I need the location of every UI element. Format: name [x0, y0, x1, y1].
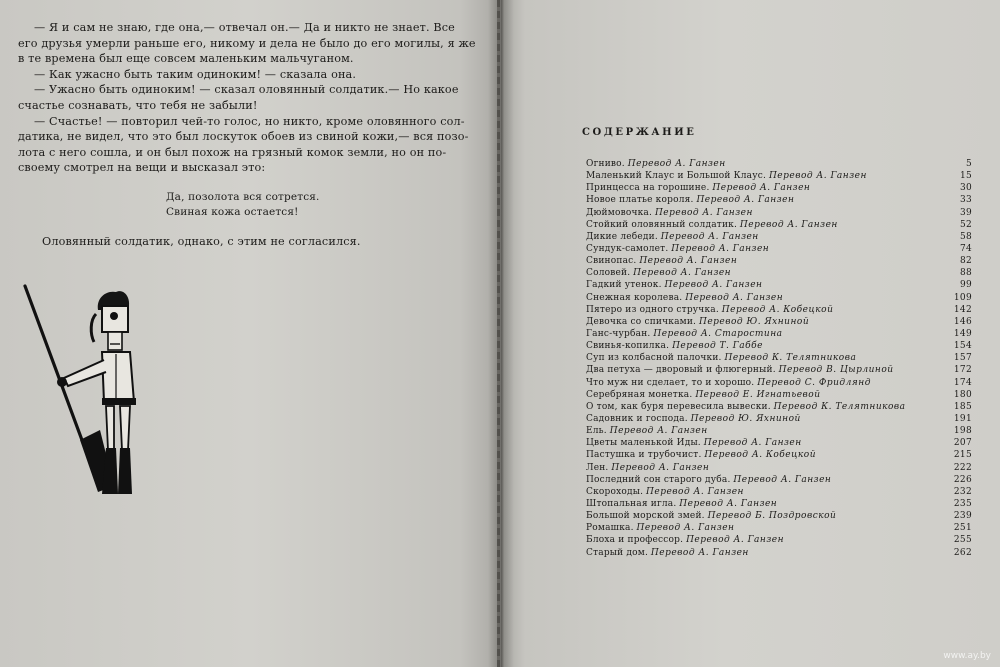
paragraph-3 [18, 82, 458, 113]
toc-entry-translator: Перевод А. Ганзен [739, 219, 838, 230]
toc-entry-translator: Перевод А. Ганзен [686, 535, 784, 546]
toc-entry-title: Огниво. [586, 159, 625, 169]
toc-entry [586, 425, 972, 437]
toc-entry-page: 74 [959, 243, 972, 254]
text-line: — Я и сам не знаю, где она,— отвечал он.— Да и никто не знает. Все [34, 21, 455, 34]
toc-entry-title: Пятеро из одного стручка. [586, 304, 719, 315]
toc-entry [586, 377, 972, 389]
toc-entry-title: Что муж ни сделает, то и хорошо. [586, 377, 755, 388]
toc-entry-page: 30 [959, 183, 972, 194]
toc-entry-translator: Перевод А. Ганзен [633, 268, 732, 279]
toc-entry [586, 486, 972, 498]
toc-entry-title: Снежная королева. [586, 292, 683, 303]
toc-entry-page: 146 [953, 316, 972, 327]
toc-entry-translator: Перевод А. Ганзен [671, 243, 770, 254]
text-line: своему смотрел на вещи и высказал это: [18, 161, 266, 175]
toc-entry-translator: Перевод Б. Поздровской [707, 511, 837, 522]
toc-entry-translator: Перевод А. Ганзен [650, 547, 749, 558]
toc-entry-title: Скороходы. [586, 486, 644, 497]
text-line: лота с него сошла, и он был похож на грязный комок земли, но он по- [18, 145, 447, 159]
toc-entry-page: 88 [959, 268, 972, 279]
toc-entry-page: 52 [959, 219, 972, 230]
toc-entry-title: О том, как буря перевесила вывески. [586, 401, 771, 412]
toc-entry-page: 142 [953, 304, 972, 315]
toc-entry [586, 267, 972, 279]
toc-entry-page: 207 [953, 438, 972, 449]
toc-entry-page: 215 [953, 450, 972, 461]
toc-entry [586, 498, 972, 510]
toc-entry-page: 185 [953, 401, 972, 412]
toc-entry-title: Ель. [586, 426, 607, 437]
toc-entry [586, 243, 972, 255]
toc-entry [586, 389, 972, 401]
toc-entry-translator: Перевод А. Кобецкой [721, 304, 834, 315]
toc-entry-title: Девочка со спичками. [586, 316, 697, 327]
toc-entry-page: 239 [953, 511, 972, 522]
toc-entry-page: 226 [953, 474, 972, 485]
toc-entry-title: Садовник и господа. [586, 413, 688, 424]
paragraph-2 [18, 67, 458, 83]
toc-entry-translator: Перевод А. Ганзен [679, 498, 778, 509]
toc-entry [586, 231, 972, 243]
toc-entry [586, 364, 972, 376]
toc-entry-translator: Перевод Ю. Яхниной [690, 413, 801, 424]
toc-entry-page: 149 [953, 328, 972, 339]
verse-line: Да, позолота вся сотрется. [166, 190, 320, 203]
toc-entry [586, 474, 972, 486]
toc-entry-title: Сундук-самолет. [586, 243, 669, 254]
toc-entry-title: Пастушка и трубочист. [586, 450, 702, 461]
toc-entry-page: 82 [959, 256, 972, 267]
toc-entry-page: 180 [953, 389, 972, 400]
toc-entry-page: 198 [953, 426, 972, 437]
toc-entry-page: 39 [959, 207, 972, 218]
toc-entry-translator: Перевод А. Ганзен [664, 280, 763, 291]
closing-line: Оловянный солдатик, однако, с этим не согласился. [42, 234, 361, 248]
toc-entry-page: 262 [953, 547, 972, 558]
toc-entry-title: Гадкий утенок. [586, 280, 662, 291]
toc-entry-title: Старый дом. [586, 547, 649, 558]
toc-entry [586, 316, 972, 328]
toc-entry-page: 222 [953, 462, 972, 473]
text-line: датика, не видел, что это был лоскуток обоев из свиной кожи,— вся позо- [18, 130, 469, 144]
toc-entry-page: 33 [959, 195, 972, 206]
toc-entry-title: Ганс-чурбан. [586, 328, 651, 339]
text-line: в те времена был еще совсем маленьким мальчуганом. [18, 52, 354, 66]
text-line: — Как ужасно быть таким одиноким! — сказала она. [34, 67, 357, 81]
toc-entry-page: 154 [953, 341, 972, 352]
toc-entry-page: 109 [953, 292, 972, 303]
toc-entry-title: Маленький Клаус и Большой Клаус. [586, 171, 767, 182]
toc-entry-title: Блоха и профессор. [586, 535, 684, 546]
toc-entry-page: 174 [953, 377, 972, 388]
toc-entry-translator: Перевод С. Фридлянд [757, 377, 871, 388]
toc-entry-page: 99 [959, 280, 972, 291]
toc-entry-page: 191 [953, 413, 972, 424]
paragraph-4 [18, 114, 469, 176]
toc-entry-translator: Перевод А. Ганзен [646, 486, 744, 497]
toc-entry [586, 194, 972, 206]
toc-entry-translator: Перевод А. Ганзен [611, 462, 710, 473]
toc-entry-title: Последний сон старого дуба. [586, 474, 731, 485]
toc-entry-page: 172 [953, 365, 972, 376]
toc-entry [586, 170, 972, 182]
toc-entry-title: Лен. [586, 462, 609, 473]
verse-line: Свиная кожа остается! [166, 205, 299, 218]
toc-entry-translator: Перевод А. Ганзен [712, 183, 811, 194]
watermark [932, 648, 992, 661]
toc-entry-title: Новое платье короля. [586, 195, 694, 206]
toc-entry-translator: Перевод А. Старостина [653, 328, 783, 339]
toc-entry [586, 449, 972, 461]
toc-title: СОДЕРЖАНИЕ [582, 127, 697, 138]
toc-entry-title: Штопальная игла. [586, 498, 677, 509]
toc-entry [586, 522, 972, 534]
text-line: счастье сознавать, что тебя не забыли! [18, 98, 258, 112]
spine-tear [497, 0, 500, 667]
watermark-text: www.ay.by [943, 651, 991, 661]
toc-entry-translator: Перевод А. Ганзен [768, 171, 867, 182]
toc-entry-translator: Перевод А. Ганзен [696, 195, 795, 206]
toc-entry [586, 352, 972, 364]
toc-entry [586, 219, 972, 231]
text-line: его друзья умерли раньше его, никому и дела не было до его могилы, я же [18, 36, 476, 50]
toc-entry-title: Дикие лебеди. [586, 231, 658, 242]
toc-entry [586, 547, 972, 559]
toc-entry-title: Свинья-копилка. [586, 341, 670, 352]
toc-entry-translator: Перевод А. Ганзен [609, 426, 708, 437]
book-gutter [488, 0, 514, 667]
text-line: — Счастье! — повторил чей-то голос, но никто, кроме оловянного сол- [34, 114, 465, 128]
text-line: — Ужасно быть одиноким! — сказал оловянный солдатик.— Но какое [34, 83, 459, 97]
toc-entry-page: 15 [959, 171, 972, 182]
toc-entry-title: Дюймовочка. [586, 207, 653, 218]
toc-entry-translator: Перевод К. Телятникова [724, 353, 857, 364]
toc-entry [586, 328, 972, 340]
toc-entry-page: 232 [953, 486, 972, 497]
toc-entry-title: Ромашка. [586, 523, 634, 534]
toc-entry [586, 279, 972, 291]
toc-entry-translator: Перевод А. Ганзен [703, 438, 802, 449]
toc-entry [586, 340, 972, 352]
toc-entry-page: 5 [965, 159, 972, 169]
paragraph-1 [18, 20, 476, 67]
toc-entry [586, 158, 972, 170]
toc-entry-page: 251 [953, 523, 972, 534]
toc-entry-page: 255 [953, 535, 972, 546]
toc-entry-translator: Перевод А. Ганзен [627, 159, 726, 169]
toc-entry-translator: Перевод А. Ганзен [654, 207, 753, 218]
toc-entry-title: Свинопас. [586, 256, 637, 267]
toc-entry-title: Два петуха — дворовый и флюгерный. [586, 365, 776, 376]
toc-entry-title: Суп из колбасной палочки. [586, 353, 722, 364]
toc-entry-translator: Перевод В. Цырлиной [778, 365, 894, 376]
toc-entry [586, 292, 972, 304]
toc-entry [586, 510, 972, 522]
toc-entry [586, 437, 972, 449]
toc-entry-title: Соловей. [586, 268, 631, 279]
table-of-contents [586, 158, 972, 559]
toc-entry-title: Принцесса на горошине. [586, 183, 710, 194]
toc-entry [586, 207, 972, 219]
toc-entry-page: 157 [953, 353, 972, 364]
toc-entry-title: Цветы маленькой Иды. [586, 438, 701, 449]
toc-entry-translator: Перевод А. Ганзен [639, 256, 738, 267]
story-text [18, 20, 476, 250]
toc-entry [586, 182, 972, 194]
toc-entry-translator: Перевод А. Кобецкой [704, 450, 816, 461]
toc-entry-page: 235 [953, 498, 972, 509]
toc-entry-translator: Перевод А. Ганзен [685, 292, 784, 303]
toc-entry-translator: Перевод А. Ганзен [660, 231, 759, 242]
toc-entry [586, 413, 972, 425]
toc-entry [586, 462, 972, 474]
toc-entry-title: Большой морской змей. [586, 511, 705, 522]
toc-entry [586, 401, 972, 413]
toc-entry [586, 255, 972, 267]
toc-entry-title: Серебряная монетка. [586, 389, 693, 400]
toc-entry-translator: Перевод А. Ганзен [636, 523, 735, 534]
toc-entry [586, 534, 972, 546]
toc-entry-title: Стойкий оловянный солдатик. [586, 219, 738, 230]
tin-soldier-illustration [18, 280, 148, 500]
toc-entry-page: 58 [959, 231, 972, 242]
toc-entry-translator: Перевод Т. Габбе [672, 341, 763, 352]
verse [166, 190, 458, 220]
toc-entry-translator: Перевод К. Телятникова [773, 401, 906, 412]
toc-entry-translator: Перевод Е. Игнатьевой [695, 389, 821, 400]
toc-entry-translator: Перевод А. Ганзен [733, 474, 832, 485]
toc-entry [586, 304, 972, 316]
toc-entry-translator: Перевод Ю. Яхниной [698, 316, 810, 327]
